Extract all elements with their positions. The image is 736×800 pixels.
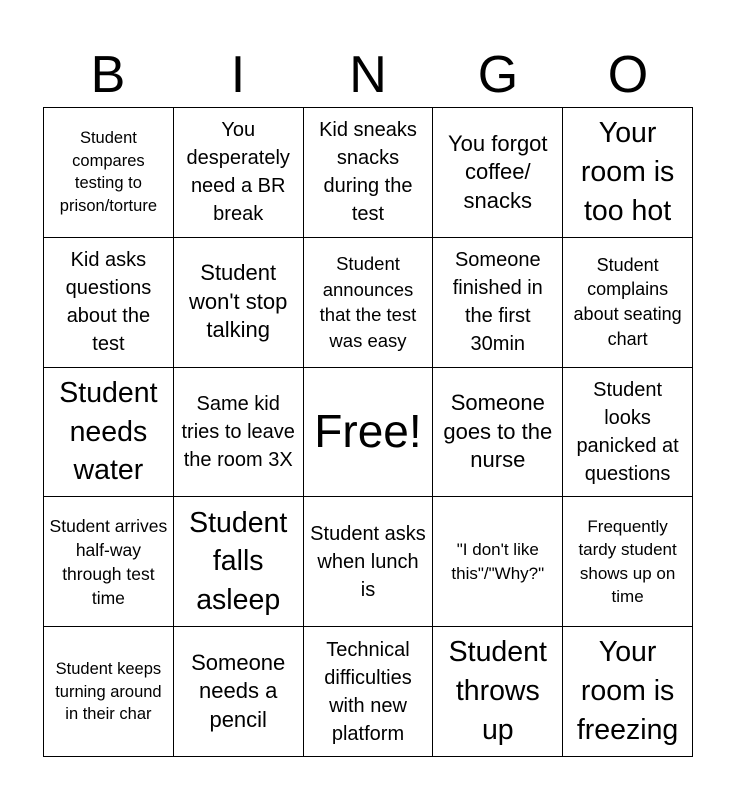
bingo-cell[interactable] <box>44 238 174 368</box>
bingo-cell[interactable] <box>44 108 174 238</box>
bingo-cell[interactable] <box>174 497 304 627</box>
cell-text: Someone finished in the first 30min <box>452 249 543 356</box>
bingo-cell[interactable] <box>433 497 563 627</box>
cell-text: Student looks panicked at questions <box>576 378 679 485</box>
cell-text: Kid sneaks snacks during the test <box>319 119 417 226</box>
bingo-cell[interactable] <box>433 108 563 238</box>
cell-text: Student falls asleep <box>189 506 288 617</box>
cell-text: Kid asks questions about the test <box>65 249 152 356</box>
bingo-cell[interactable] <box>304 108 434 238</box>
cell-text: Someone goes to the nurse <box>443 390 553 473</box>
cell-text: Student won't stop talking <box>189 260 288 343</box>
cell-text: Student announces that the test was easy <box>319 253 417 351</box>
header-letter-g: G <box>477 46 519 104</box>
bingo-cell[interactable] <box>433 627 563 757</box>
bingo-cell[interactable] <box>563 627 693 757</box>
header-letter-n: N <box>349 46 387 104</box>
bingo-cell[interactable] <box>174 368 304 498</box>
bingo-cell[interactable] <box>433 238 563 368</box>
free-space-cell[interactable] <box>304 368 434 498</box>
cell-text: Student asks when lunch is <box>310 522 426 601</box>
bingo-cell[interactable] <box>304 238 434 368</box>
header-letter-i: I <box>230 46 246 104</box>
cell-text: Frequently tardy student shows up on time <box>578 516 677 607</box>
cell-text: Someone needs a pencil <box>191 649 286 732</box>
bingo-header <box>43 44 693 106</box>
bingo-cell[interactable] <box>563 238 693 368</box>
bingo-cell[interactable] <box>563 497 693 627</box>
bingo-cell[interactable] <box>174 627 304 757</box>
cell-text: Student complains about seating chart <box>573 254 682 350</box>
header-letter-o: O <box>607 46 649 104</box>
bingo-cell[interactable] <box>174 238 304 368</box>
cell-text: Your room is freezing <box>576 636 679 746</box>
bingo-cell[interactable] <box>44 497 174 627</box>
bingo-cell[interactable] <box>563 368 693 498</box>
bingo-cell[interactable] <box>433 368 563 498</box>
bingo-cell[interactable] <box>304 627 434 757</box>
bingo-grid <box>43 107 693 757</box>
header-letter-b: B <box>90 46 126 104</box>
cell-text: Student arrives half-way through test time <box>49 515 168 608</box>
bingo-cell[interactable] <box>174 108 304 238</box>
bingo-cell[interactable] <box>304 497 434 627</box>
cell-text: Technical difficulties with new platform <box>324 638 412 745</box>
bingo-cell[interactable] <box>563 108 693 238</box>
cell-text: You desperately need a BR break <box>186 119 290 226</box>
cell-text: Student keeps turning around in their char <box>55 660 162 723</box>
cell-text: Your room is too hot <box>580 117 675 227</box>
bingo-cell[interactable] <box>44 627 174 757</box>
cell-text: You forgot coffee/ snacks <box>448 130 548 213</box>
cell-text: Student throws up <box>448 636 547 746</box>
cell-text: "I don't like this"/"Why?" <box>451 540 545 583</box>
bingo-cell[interactable] <box>44 368 174 498</box>
cell-text: Student compares testing to prison/torture <box>59 128 157 216</box>
cell-text: Student needs water <box>59 376 158 487</box>
cell-text: Same kid tries to leave the room 3X <box>181 392 295 471</box>
free-space-text: Free! <box>314 405 422 458</box>
